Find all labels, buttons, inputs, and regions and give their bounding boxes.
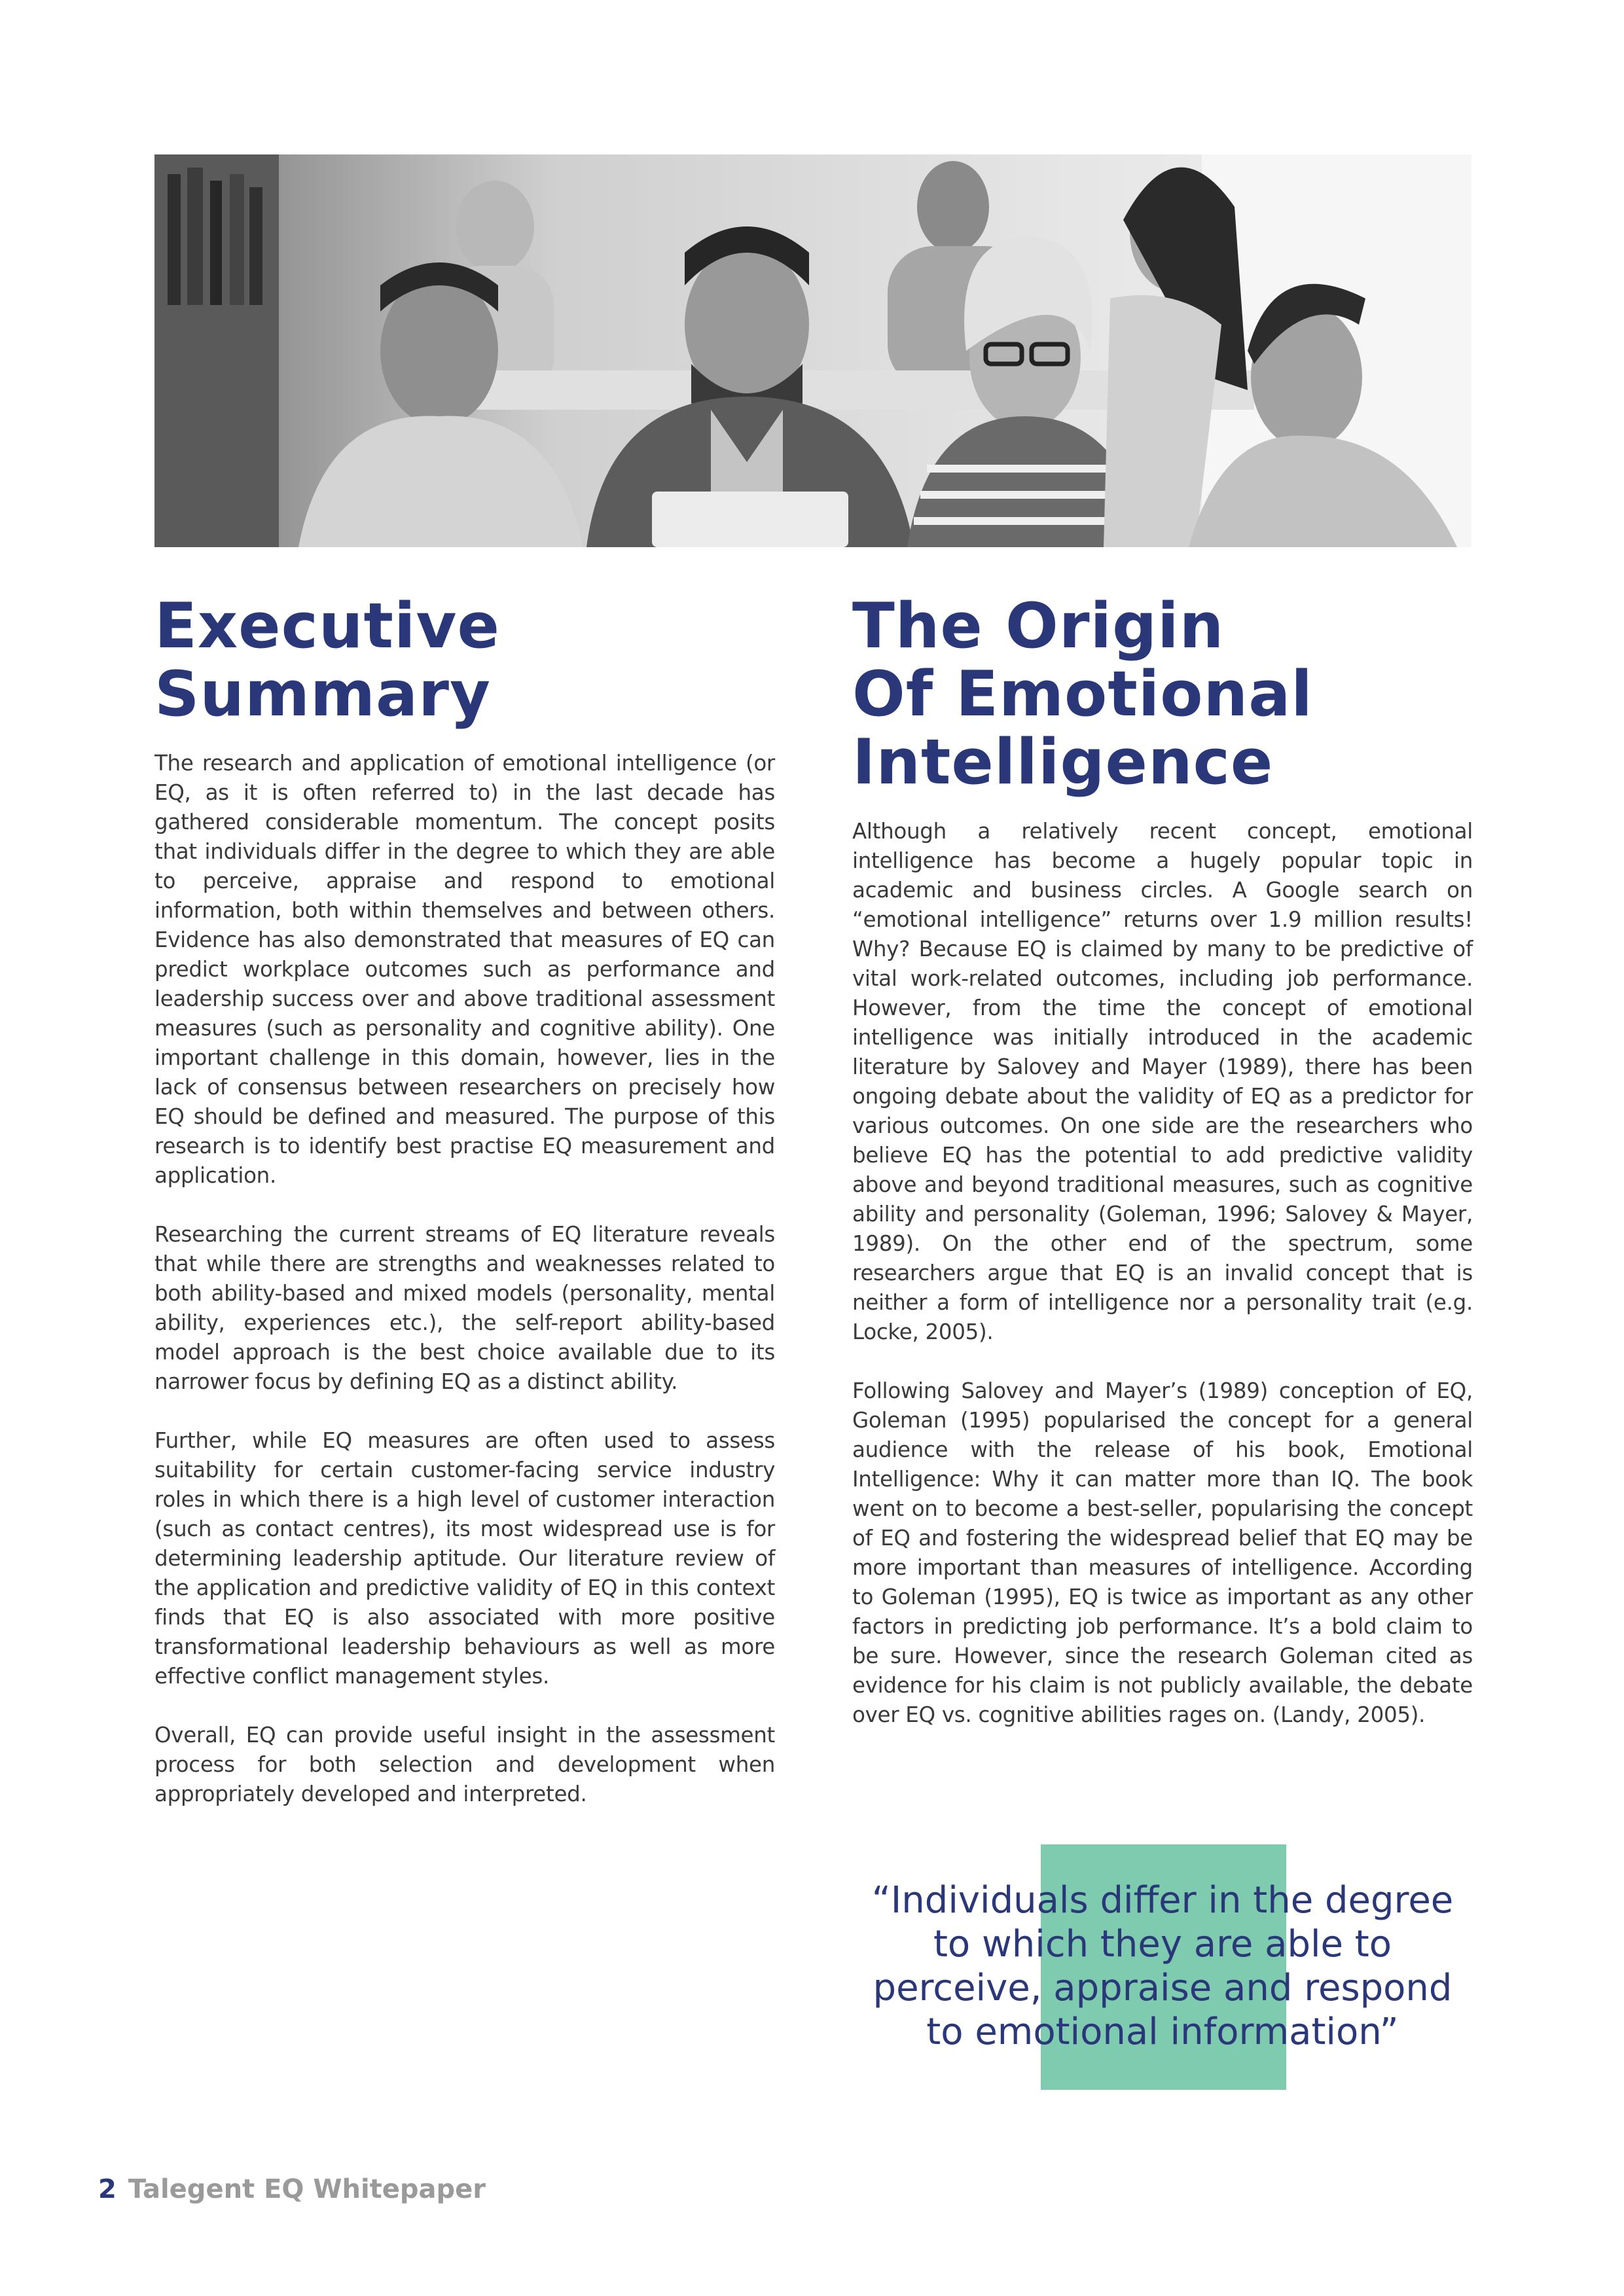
header-photo — [154, 154, 1471, 547]
heading-line: Executive — [154, 590, 500, 662]
origin-body — [852, 817, 1473, 1730]
executive-summary-heading — [154, 592, 775, 728]
heading-line: Summary — [154, 658, 491, 730]
executive-summary-section — [154, 592, 775, 1839]
paragraph: Following Salovey and Mayer’s (1989) conception of EQ, Goleman (1995) popularised the concept for a general audience with the release of his book, Emotional Intelligence: Why it can matter more than IQ. The book went on to become a best-seller, popularising the concept of EQ and fostering the widespread belief that EQ may be more important than measures of intelligence. According to Goleman (1995), EQ is twice as important as any other factors in predicting job performance. It’s a bold claim to be sure. However, since the research Goleman cited as evidence for his claim is not publicly available, the debate over EQ vs. cognitive abilities rages on. (Landy, 2005). — [852, 1378, 1473, 1727]
heading-line: The Origin — [852, 590, 1225, 662]
footer-title: Talegent EQ Whitepaper — [128, 2174, 486, 2204]
quote-text: “Individuals differ in the degree to which they are able to perceive, appraise and respond to emotional information” — [871, 1879, 1454, 2053]
heading-line: Intelligence — [852, 726, 1274, 798]
paragraph: Although a relatively recent concept, emotional intelligence has become a hugely popular topic in academic and business circles. A Google search on “emotional intelligence” returns over 1.9 million results! Why? Because EQ is claimed by many to be predictive of vital work-related outcomes, including job performance. However, from the time the concept of emotional intelligence was initially introduced in the academic literature by Salovey and Mayer (1989), there has been ongoing debate about the validity of EQ as a predictor for various outcomes. On one side are the researchers who believe EQ has the potential to add predictive validity above and beyond traditional measures, such as cognitive ability and personality (Goleman, 1996; Salovey & Mayer, 1989). On the other end of the spectrum, some researchers argue that EQ is an invalid concept that is neither a form of intelligence nor a personality trait (e.g. Locke, 2005). — [852, 819, 1473, 1344]
origin-heading — [852, 592, 1473, 797]
team-photo-illustration — [154, 154, 1471, 547]
paragraph: Researching the current streams of EQ literature reveals that while there are strengths and weaknesses related to both ability-based and mixed models (personality, mental ability, experiences etc.), the self-report ability-based model approach is the best choice available due to its narrower focus by defining EQ as a distinct ability. — [154, 1222, 775, 1394]
origin-section — [852, 592, 1473, 1759]
pull-quote — [852, 1844, 1473, 2090]
page-number: 2 — [98, 2174, 117, 2204]
executive-summary-body — [154, 749, 775, 1809]
heading-line: Of Emotional — [852, 658, 1313, 730]
paragraph: Further, while EQ measures are often used to assess suitability for certain customer-facing service industry roles in which there is a high level of customer interaction (such as contact centres), its most widespread use is for determining leadership aptitude. Our literature review of the application and predictive validity of EQ in this context finds that EQ is also associated with more positive transformational leadership behaviours as well as more effective conflict management styles. — [154, 1428, 775, 1689]
paragraph: Overall, EQ can provide useful insight in the assessment process for both selection and development when appropriately developed and interpreted. — [154, 1723, 775, 1806]
paragraph: The research and application of emotional intelligence (or EQ, as it is often referred to) in the last decade has gathered considerable momentum. The concept posits that individuals differ in the degree to which they are able to perceive, appraise and respond to emotional information, both within themselves and between others. Evidence has also demonstrated that measures of EQ can predict workplace outcomes such as performance and leadership success over and above traditional assessment measures (such as personality and cognitive ability). One important challenge in this domain, however, lies in the lack of consensus between researchers on precisely how EQ should be defined and measured. The purpose of this research is to identify best practise EQ measurement and application. — [154, 751, 775, 1188]
page-footer — [98, 2174, 486, 2204]
